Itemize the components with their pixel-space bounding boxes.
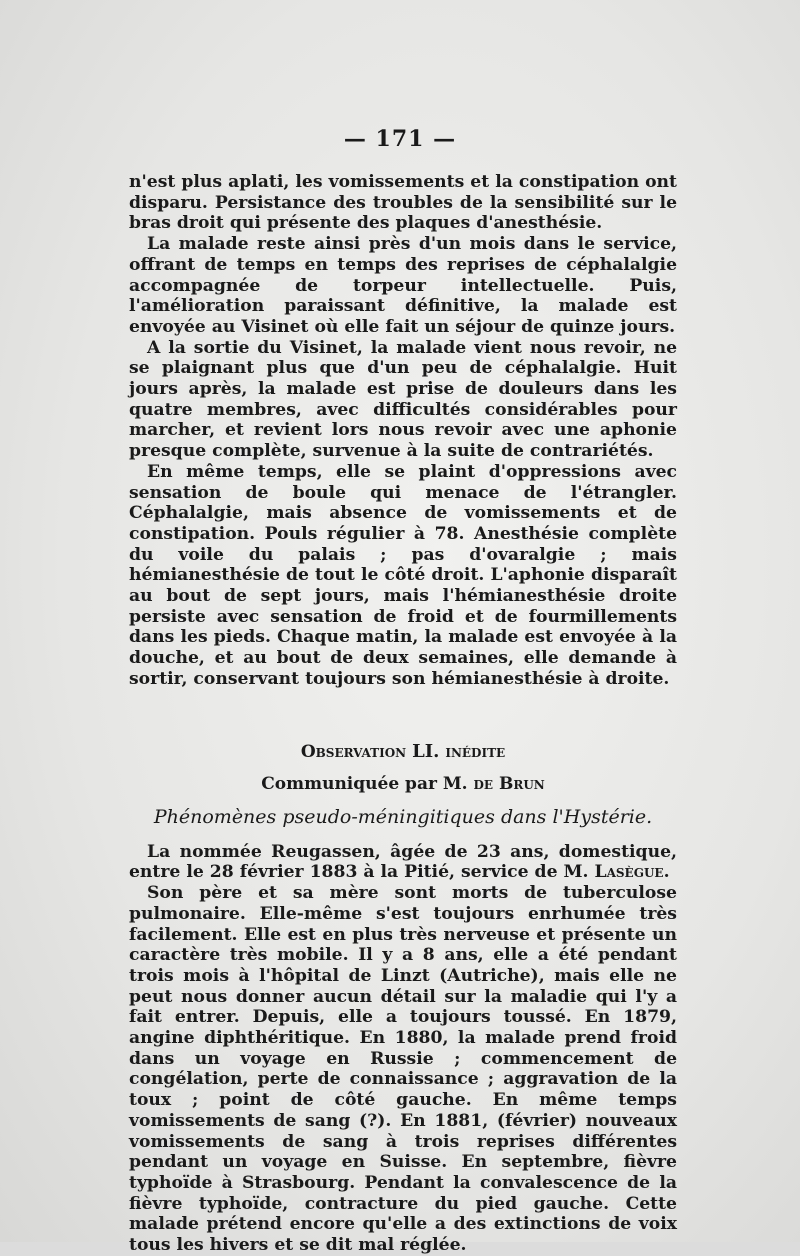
paragraph-history: Son père et sa mère sont morts de tuberculose pulmonaire. Elle-même s'est toujours enrhumée très facilement. Elle est en plus très nerveuse et présente un caractère très mobile. Il y a 8 ans, elle a été pendant trois mois à l'hôpital de Linzt (Autriche), mais elle ne peut nous donner aucun détail sur la maladie qui l'y a fait entrer. Depuis, elle a toujours toussé. En 1879, angine diphthéritique. En 1880, la malade prend froid dans un voyage en Russie ; commencement de congélation, perte de connaissance ; aggravation de la toux ; point de côté gauche. En même temps vomissements de sang (?). En 1881, (février) nouveaux vomissements de sang à trois reprises différentes pendant un voyage en Suisse. En septembre, fièvre typhoïde à Strasbourg. Pendant la convalescence de la fièvre typhoïde, contracture du pied gauche. Cette malade prétend encore qu'elle a des extinctions de voix tous les hivers et se dit mal réglée.: [129, 883, 677, 1256]
observation-subtitle: Phénomènes pseudo-méningitiques dans l'Hystérie.: [153, 805, 653, 828]
credit-particle: de: [473, 774, 494, 795]
physician-name: Lasègue: [594, 862, 664, 883]
main-text: [129, 172, 677, 1256]
intro-end: .: [663, 862, 670, 883]
observation-credit: [129, 774, 677, 795]
observation-heading: [129, 742, 677, 763]
observation-label: Observation: [300, 741, 407, 762]
observation-number: LI.: [412, 740, 440, 762]
paragraph-intro: [129, 842, 677, 883]
section-gap: [129, 690, 677, 742]
observation-status: inédite: [445, 741, 506, 762]
paragraph-continuation: n'est plus aplati, les vomissements et la constipation ont disparu. Persistance des troubles de la sensibilité sur le bras droit qui présente des plaques d'anesthésie.: [129, 172, 677, 234]
intro-text: La nommée Reugassen, âgée de 23 ans, domestique, entre le 28 février 1883 à la Pitié, service de M.: [129, 841, 677, 883]
paragraph-symptoms: En même temps, elle se plaint d'oppressions avec sensation de boule qui menace de l'étrangler. Céphalalgie, mais absence de vomissements et de constipation. Pouls régulier à 78. Anesthésie complète du voile du palais ; pas d'ovaralgie ; mais hémianesthésie de tout le côté droit. L'aphonie disparaît au bout de sept jours, mais l'hémianesthésie droite persiste avec sensation de froid et de fourmillements dans les pieds. Chaque matin, la malade est envoyée à la douche, et au bout de deux semaines, elle demande à sortir, conservant toujours son hémianesthésie à droite.: [129, 461, 677, 689]
page-number: — 171 —: [343, 126, 457, 152]
credit-name: Brun: [498, 774, 545, 795]
paragraph-visinet-return: A la sortie du Visinet, la malade vient nous revoir, ne se plaignant plus que d'un peu de céphalalgie. Huit jours après, la malade est prise de douleurs dans les quatre membres, avec difficultés considérables pour marcher, et revient lors nous revoir avec une aphonie presque complète, survenue à la suite de contrariétés.: [129, 337, 677, 462]
credit-prefix: Communiquée par M.: [261, 774, 468, 795]
paragraph-service-stay: La malade reste ainsi près d'un mois dans le service, offrant de temps en temps des reprises de céphalalgie accompagnée de torpeur intellectuelle. Puis, l'amélioration paraissant définitive, la malade est envoyée au Visinet où elle fait un séjour de quinze jours.: [129, 234, 677, 337]
